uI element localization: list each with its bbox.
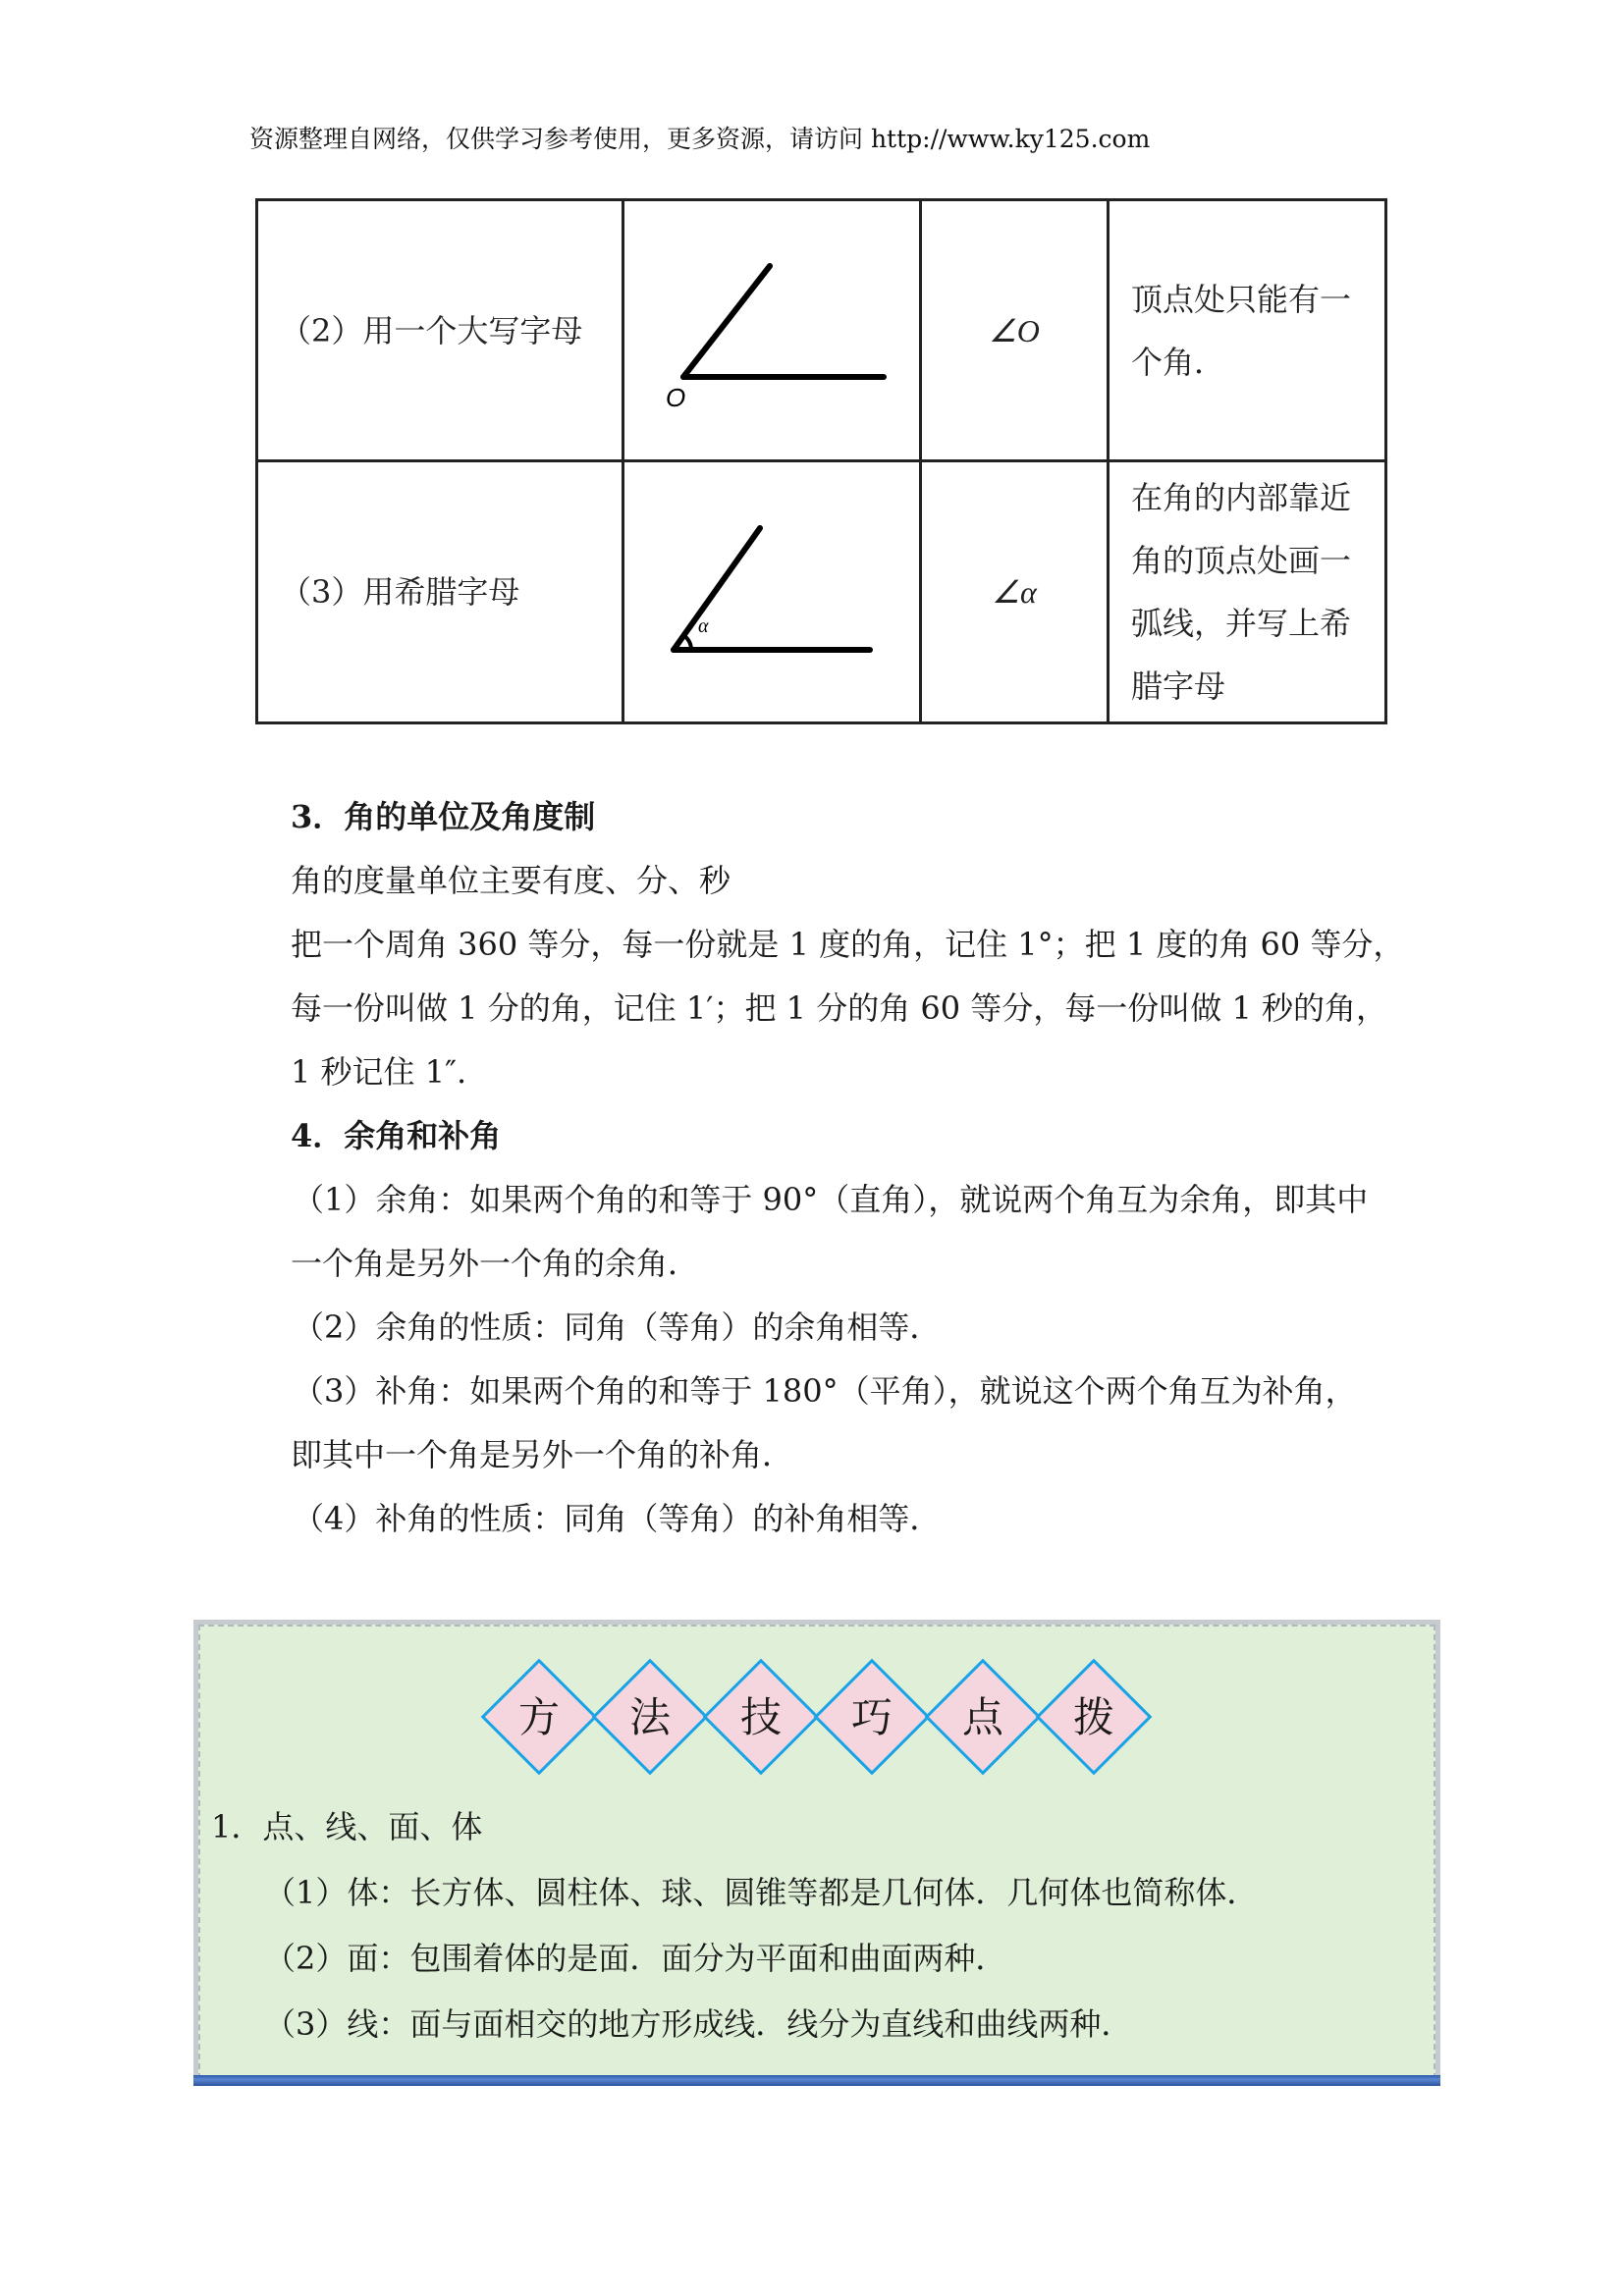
method-item: （3）线：面与面相交的地方形成线．线分为直线和曲线两种． xyxy=(264,2005,1133,2043)
title-char: 方 xyxy=(517,1693,560,1741)
title-diamond xyxy=(814,1659,932,1777)
section-3-heading: 3．角的单位及角度制 xyxy=(291,798,596,835)
section-4-line: （3）补角：如果两个角的和等于 180°（平角），就说这个两个角互为补角， xyxy=(293,1372,1357,1410)
method-item: （1）体：长方体、圆柱体、球、圆锥等都是几何体．几何体也简称体． xyxy=(264,1874,1259,1911)
method-heading: 1．点、线、面、体 xyxy=(211,1808,483,1845)
table-row xyxy=(257,461,1386,723)
section-4-line: （1）余角：如果两个角的和等于 90°（直角），就说两个角互为余角，即其中 xyxy=(293,1181,1369,1218)
title-diamond xyxy=(1036,1659,1154,1777)
method-box-bottom-bar xyxy=(193,2075,1440,2086)
angle-ray-upper xyxy=(674,528,760,650)
title-char: 拨 xyxy=(1072,1693,1114,1741)
title-diamond xyxy=(592,1659,710,1777)
section-3-line: 1 秒记住 1″. xyxy=(291,1053,467,1091)
angle-o-figure xyxy=(624,202,919,459)
title-char: 点 xyxy=(961,1693,1003,1741)
figure-cell xyxy=(623,200,921,461)
section-4-heading: 4．余角和补角 xyxy=(291,1117,502,1154)
alpha-label: α xyxy=(698,615,709,637)
figure-cell xyxy=(623,461,921,723)
section-4-line: 一个角是另外一个角的余角． xyxy=(291,1245,700,1282)
section-4-line: （4）补角的性质：同角（等角）的补角相等． xyxy=(293,1500,942,1537)
section-4-line: （2）余角的性质：同角（等角）的余角相等． xyxy=(293,1308,942,1346)
title-char: 巧 xyxy=(850,1693,893,1741)
vertex-label: O xyxy=(666,382,686,412)
symbol-cell: ∠O xyxy=(921,200,1109,461)
method-item: （2）面：包围着体的是面．面分为平面和曲面两种． xyxy=(264,1940,1007,1977)
title-diamond xyxy=(703,1659,821,1777)
note-cell: 在角的内部靠近角的顶点处画一弧线，并写上希腊字母 xyxy=(1109,461,1386,723)
title-diamond xyxy=(481,1659,599,1777)
note-cell: 顶点处只能有一个角． xyxy=(1109,200,1386,461)
symbol-cell: ∠α xyxy=(921,461,1109,723)
title-diamond xyxy=(925,1659,1043,1777)
section-3-line: 把一个周角 360 等分，每一份就是 1 度的角，记住 1°；把 1 度的角 60 等分， xyxy=(291,926,1405,963)
title-char: 法 xyxy=(628,1693,671,1741)
method-text xyxy=(211,1794,1429,2057)
angle-ray-upper xyxy=(683,266,770,377)
title-char: 技 xyxy=(739,1693,782,1741)
section-3-line: 每一份叫做 1 分的角，记住 1′；把 1 分的角 60 等分，每一份叫做 1 秒的角， xyxy=(291,989,1387,1027)
method-title-banner xyxy=(481,1659,1159,1777)
section-4-line: 即其中一个角是另外一个角的补角． xyxy=(291,1436,794,1473)
header-note: 资源整理自网络，仅供学习参考使用，更多资源，请访问 http://www.ky125.com xyxy=(249,125,1151,153)
method-cell: （3）用希腊字母 xyxy=(257,461,623,723)
method-cell: （2）用一个大写字母 xyxy=(257,200,623,461)
section-3-line: 角的度量单位主要有度、分、秒 xyxy=(291,862,731,899)
body-text xyxy=(291,785,1405,1551)
angle-alpha-figure xyxy=(624,463,919,721)
table-row xyxy=(257,200,1386,461)
angle-notation-table xyxy=(255,198,1387,724)
